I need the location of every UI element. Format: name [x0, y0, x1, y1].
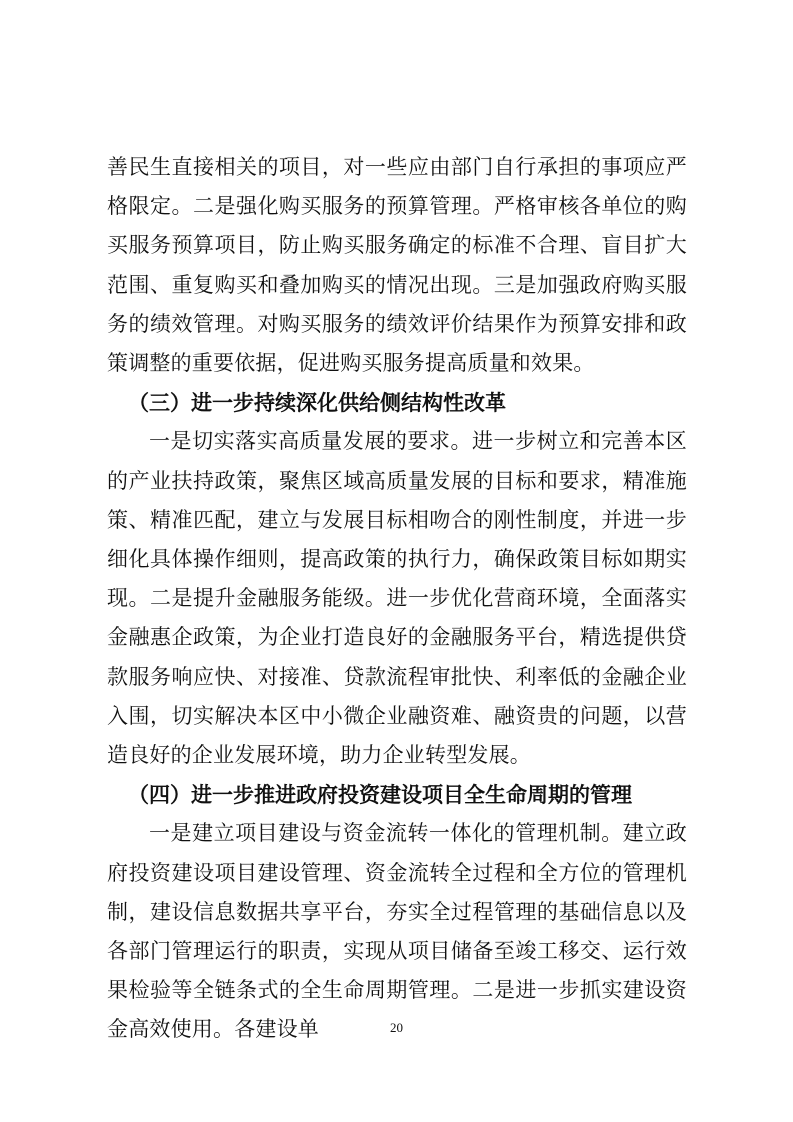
section-heading-4: （四）进一步推进政府投资建设项目全生命周期的管理 — [128, 782, 632, 808]
document-body — [107, 148, 687, 1050]
page-number: 20 — [390, 1020, 403, 1035]
paragraph-supply-side-reform: 一是切实落实高质量发展的要求。进一步树立和完善本区的产业扶持政策，聚焦区域高质量发展的目标和要求，精准施策、精准匹配，建立与发展目标相吻合的刚性制度，并进一步细化具体操作细则，提高政策的执行力，确保政策目标如期实现。二是提升金融服务能级。进一步优化营商环境，全面落实金融惠企政策，为企业打造良好的金融服务平台，精选提供贷款服务响应快、对接准、贷款流程审批快、利率低的金融企业入围，切实解决本区中小微企业融资难、融资贵的问题，以营造良好的企业发展环境，助力企业转型发展。 — [107, 429, 687, 768]
paragraph-continuation: 善民生直接相关的项目，对一些应由部门自行承担的事项应严格限定。二是强化购买服务的预算管理。严格审核各单位的购买服务预算项目，防止购买服务确定的标准不合理、盲目扩大范围、重复购买和叠加购买的情况出现。三是加强政府购买服务的绩效管理。对购买服务的绩效评价结果作为预算安排和政策调整的重要依据，促进购买服务提高质量和效果。 — [107, 155, 687, 376]
section-heading-3: （三）进一步持续深化供给侧结构性改革 — [128, 390, 506, 416]
paragraph-project-lifecycle: 一是建立项目建设与资金流转一体化的管理机制。建立政府投资建设项目建设管理、资金流转全过程和全方位的管理机制，建设信息数据共享平台，夯实全过程管理的基础信息以及各部门管理运行的职责，实现从项目储备至竣工移交、运行效果检验等全链条式的全生命周期管理。二是进一步抓实建设资金高效使用。各建设单 — [107, 821, 687, 1042]
